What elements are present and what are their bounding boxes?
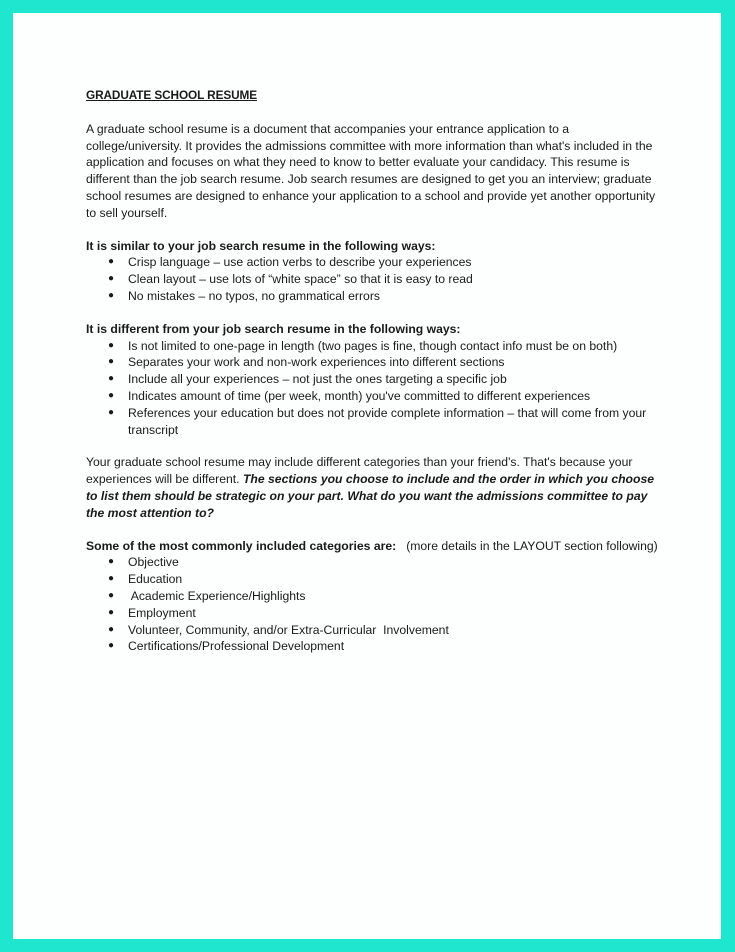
document-page: [13, 13, 721, 939]
list-item: ● References your education but does not provide complete information – that will come from your transcript: [108, 405, 647, 437]
common-list: [86, 554, 666, 655]
bullet-icon: ●: [108, 339, 115, 351]
bullet-icon: ●: [108, 406, 115, 418]
list-item: ● Objective: [108, 555, 179, 570]
bullet-icon: ●: [108, 273, 115, 285]
common-heading-text: Some of the most commonly included categories are:: [86, 538, 397, 553]
bullet-icon: ●: [108, 289, 115, 301]
common-heading: [86, 538, 666, 555]
bullet-icon: ●: [108, 556, 115, 568]
different-heading: It is different from your job search resume in the following ways:: [86, 321, 461, 336]
bullet-icon: ●: [108, 640, 115, 652]
categories-emphasis-text: The sections you choose to include and the order in which you choose to list them should be strategic on your part. What do you want the admissions committee to pay the most attention to?: [86, 472, 655, 520]
list-item: ● Academic Experience/Highlights: [108, 588, 306, 603]
bullet-icon: ●: [108, 606, 115, 618]
bullet-icon: ●: [108, 623, 115, 635]
similar-list: [86, 254, 666, 304]
bullet-icon: ●: [108, 589, 115, 601]
common-heading-note: (more details in the LAYOUT section following): [406, 538, 658, 553]
categories-paragraph: [86, 454, 666, 521]
intro-paragraph: A graduate school resume is a document that accompanies your entrance application to a college/university. It provides the admissions committee with more information than what's included in the application and focuses on what they need to know to better evaluate your candidacy. This resume is different than the job search resume. Job search resumes are designed to get you an interview; graduate school resumes are designed to enhance your application to a school and provide yet another opportunity to sell yourself.: [86, 121, 656, 220]
list-item: ● Include all your experiences – not just the ones targeting a specific job: [108, 372, 507, 387]
list-item: ● Clean layout – use lots of “white space” so that it is easy to read: [108, 272, 473, 287]
list-item: ● No mistakes – no typos, no grammatical errors: [108, 288, 380, 303]
bullet-icon: ●: [108, 573, 115, 585]
list-item: ● Volunteer, Community, and/or Extra-Curricular Involvement: [108, 622, 449, 637]
list-item: ● Crisp language – use action verbs to describe your experiences: [108, 255, 472, 270]
bullet-icon: ●: [108, 373, 115, 385]
different-list: [86, 338, 666, 439]
list-item: ● Is not limited to one-page in length (two pages is fine, though contact info must be on both): [108, 338, 618, 353]
bullet-icon: ●: [108, 389, 115, 401]
list-item: ● Indicates amount of time (per week, month) you've committed to different experiences: [108, 388, 591, 403]
document-title: GRADUATE SCHOOL RESUME: [86, 88, 258, 102]
list-item: ● Certifications/Professional Development: [108, 639, 345, 654]
similar-heading: It is similar to your job search resume in the following ways:: [86, 238, 436, 253]
list-item: ● Employment: [108, 605, 196, 620]
bullet-icon: ●: [108, 356, 115, 368]
document-content: [86, 87, 666, 671]
list-item: ● Separates your work and non-work experiences into different sections: [108, 355, 505, 370]
categories-plain-text: Your graduate school resume may include different categories than your friend's. That's because your experiences will be different.: [86, 455, 633, 487]
list-item: ● Education: [108, 572, 183, 587]
bullet-icon: ●: [108, 256, 115, 268]
